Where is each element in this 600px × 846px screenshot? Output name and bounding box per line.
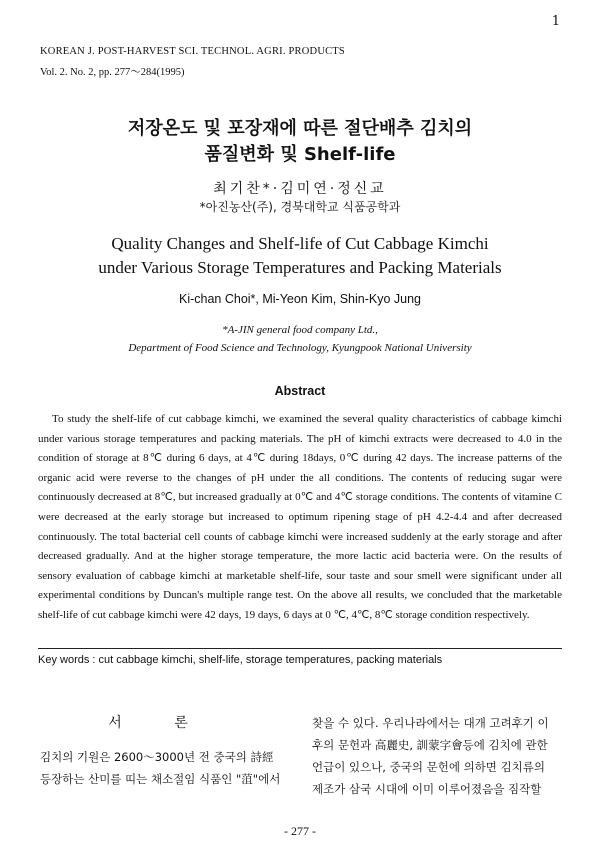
footer-page-number: - 277 - [284, 824, 316, 838]
keywords: Key words : cut cabbage kimchi, shelf-life, storage temperatures, packing materials [38, 654, 443, 666]
korean-title [0, 116, 600, 168]
body-line: 후의 문헌과 高麗史, 訓蒙字會등에 김치에 관한 [312, 738, 548, 752]
page-number: 1 [551, 14, 560, 29]
english-authors: Ki-chan Choi*, Mi-Yeon Kim, Shin-Kyo Jung [178, 292, 422, 306]
introduction-right-column [312, 712, 562, 800]
abstract-heading: Abstract [274, 384, 326, 398]
introduction-left-column [40, 746, 286, 790]
korean-title-line1: 저장온도 및 포장재에 따른 절단배추 김치의 [127, 118, 473, 139]
korean-title-line2: 품질변화 및 Shelf-life [204, 144, 396, 165]
body-line: 김치의 기원은 2600～3000년 전 중국의 詩經 [40, 750, 274, 764]
body-line: 찾을 수 있다. 우리나라에서는 대개 고려후기 이 [312, 716, 549, 730]
korean-affiliation: *아진농산(주), 경북대학교 식품공학과 [199, 200, 401, 214]
english-title-line2: under Various Storage Temperatures and Packing Materials [98, 258, 502, 277]
introduction-heading: 서 론 [108, 715, 212, 731]
journal-volume: Vol. 2. No. 2, pp. 277～284(1995) [40, 67, 185, 78]
abstract-body: To study the shelf-life of cut cabbage kimchi, we examined the several quality characteristics of cabbage kimchi under various storage temperatures and packing materials. The pH of kimchi extracts were decreased to 4.0 in the condition of storage at 8℃ during 6 days, at 4℃ during 18days, 0℃ during 42 days. The increase patterns of the organic acid were reverse to the changes of pH under the all conditions. The contents of reducing sugar were continuously decreased at 8℃, but increased gradually at 0℃ and 4℃ storage conditions. The contents of vitamine C were decreased at the early storage but increased to optimum ripening stage of pH 4.2-4.4 and after decreased continuously. The total bacterial cell counts of cabbage kimchi were increased suddenly at the early storage and after decreased gradually. And at the higher storage temperature, the more lactic acid bacteria were. On the results of sensory evaluation of cabbage kimchi at marketable shelf-life, sour taste and sour smell were significant under all experimental conditions by Duncan's multiple range test. On the above all results, we concluded that the marketable shelf-life of cut cabbage kimchi were 42 days, 19 days, 6 days at 0 ℃, 4℃, 8℃ storage condition respectively. [38, 413, 562, 621]
body-line: 등장하는 산미를 띠는 채소절임 식품인 "菹"에서 [40, 772, 281, 786]
english-affiliation-line2: Department of Food Science and Technology, Kyungpook National University [128, 342, 472, 354]
english-affiliation-line1: *A-JIN general food company Ltd., [222, 324, 378, 336]
english-title [0, 232, 600, 280]
body-line: 언급이 있으나, 중국의 문헌에 의하면 김치류의 [312, 760, 546, 774]
korean-authors: 최기찬*·김미연·정신교 [213, 181, 387, 197]
divider [38, 648, 562, 649]
journal-name: KOREAN J. POST-HARVEST SCI. TECHNOL. AGRI. PRODUCTS [40, 46, 345, 57]
body-line: 제조가 삼국 시대에 이미 이루어졌음을 짐작할 [312, 782, 542, 796]
english-title-line1: Quality Changes and Shelf-life of Cut Cabbage Kimchi [111, 234, 489, 253]
